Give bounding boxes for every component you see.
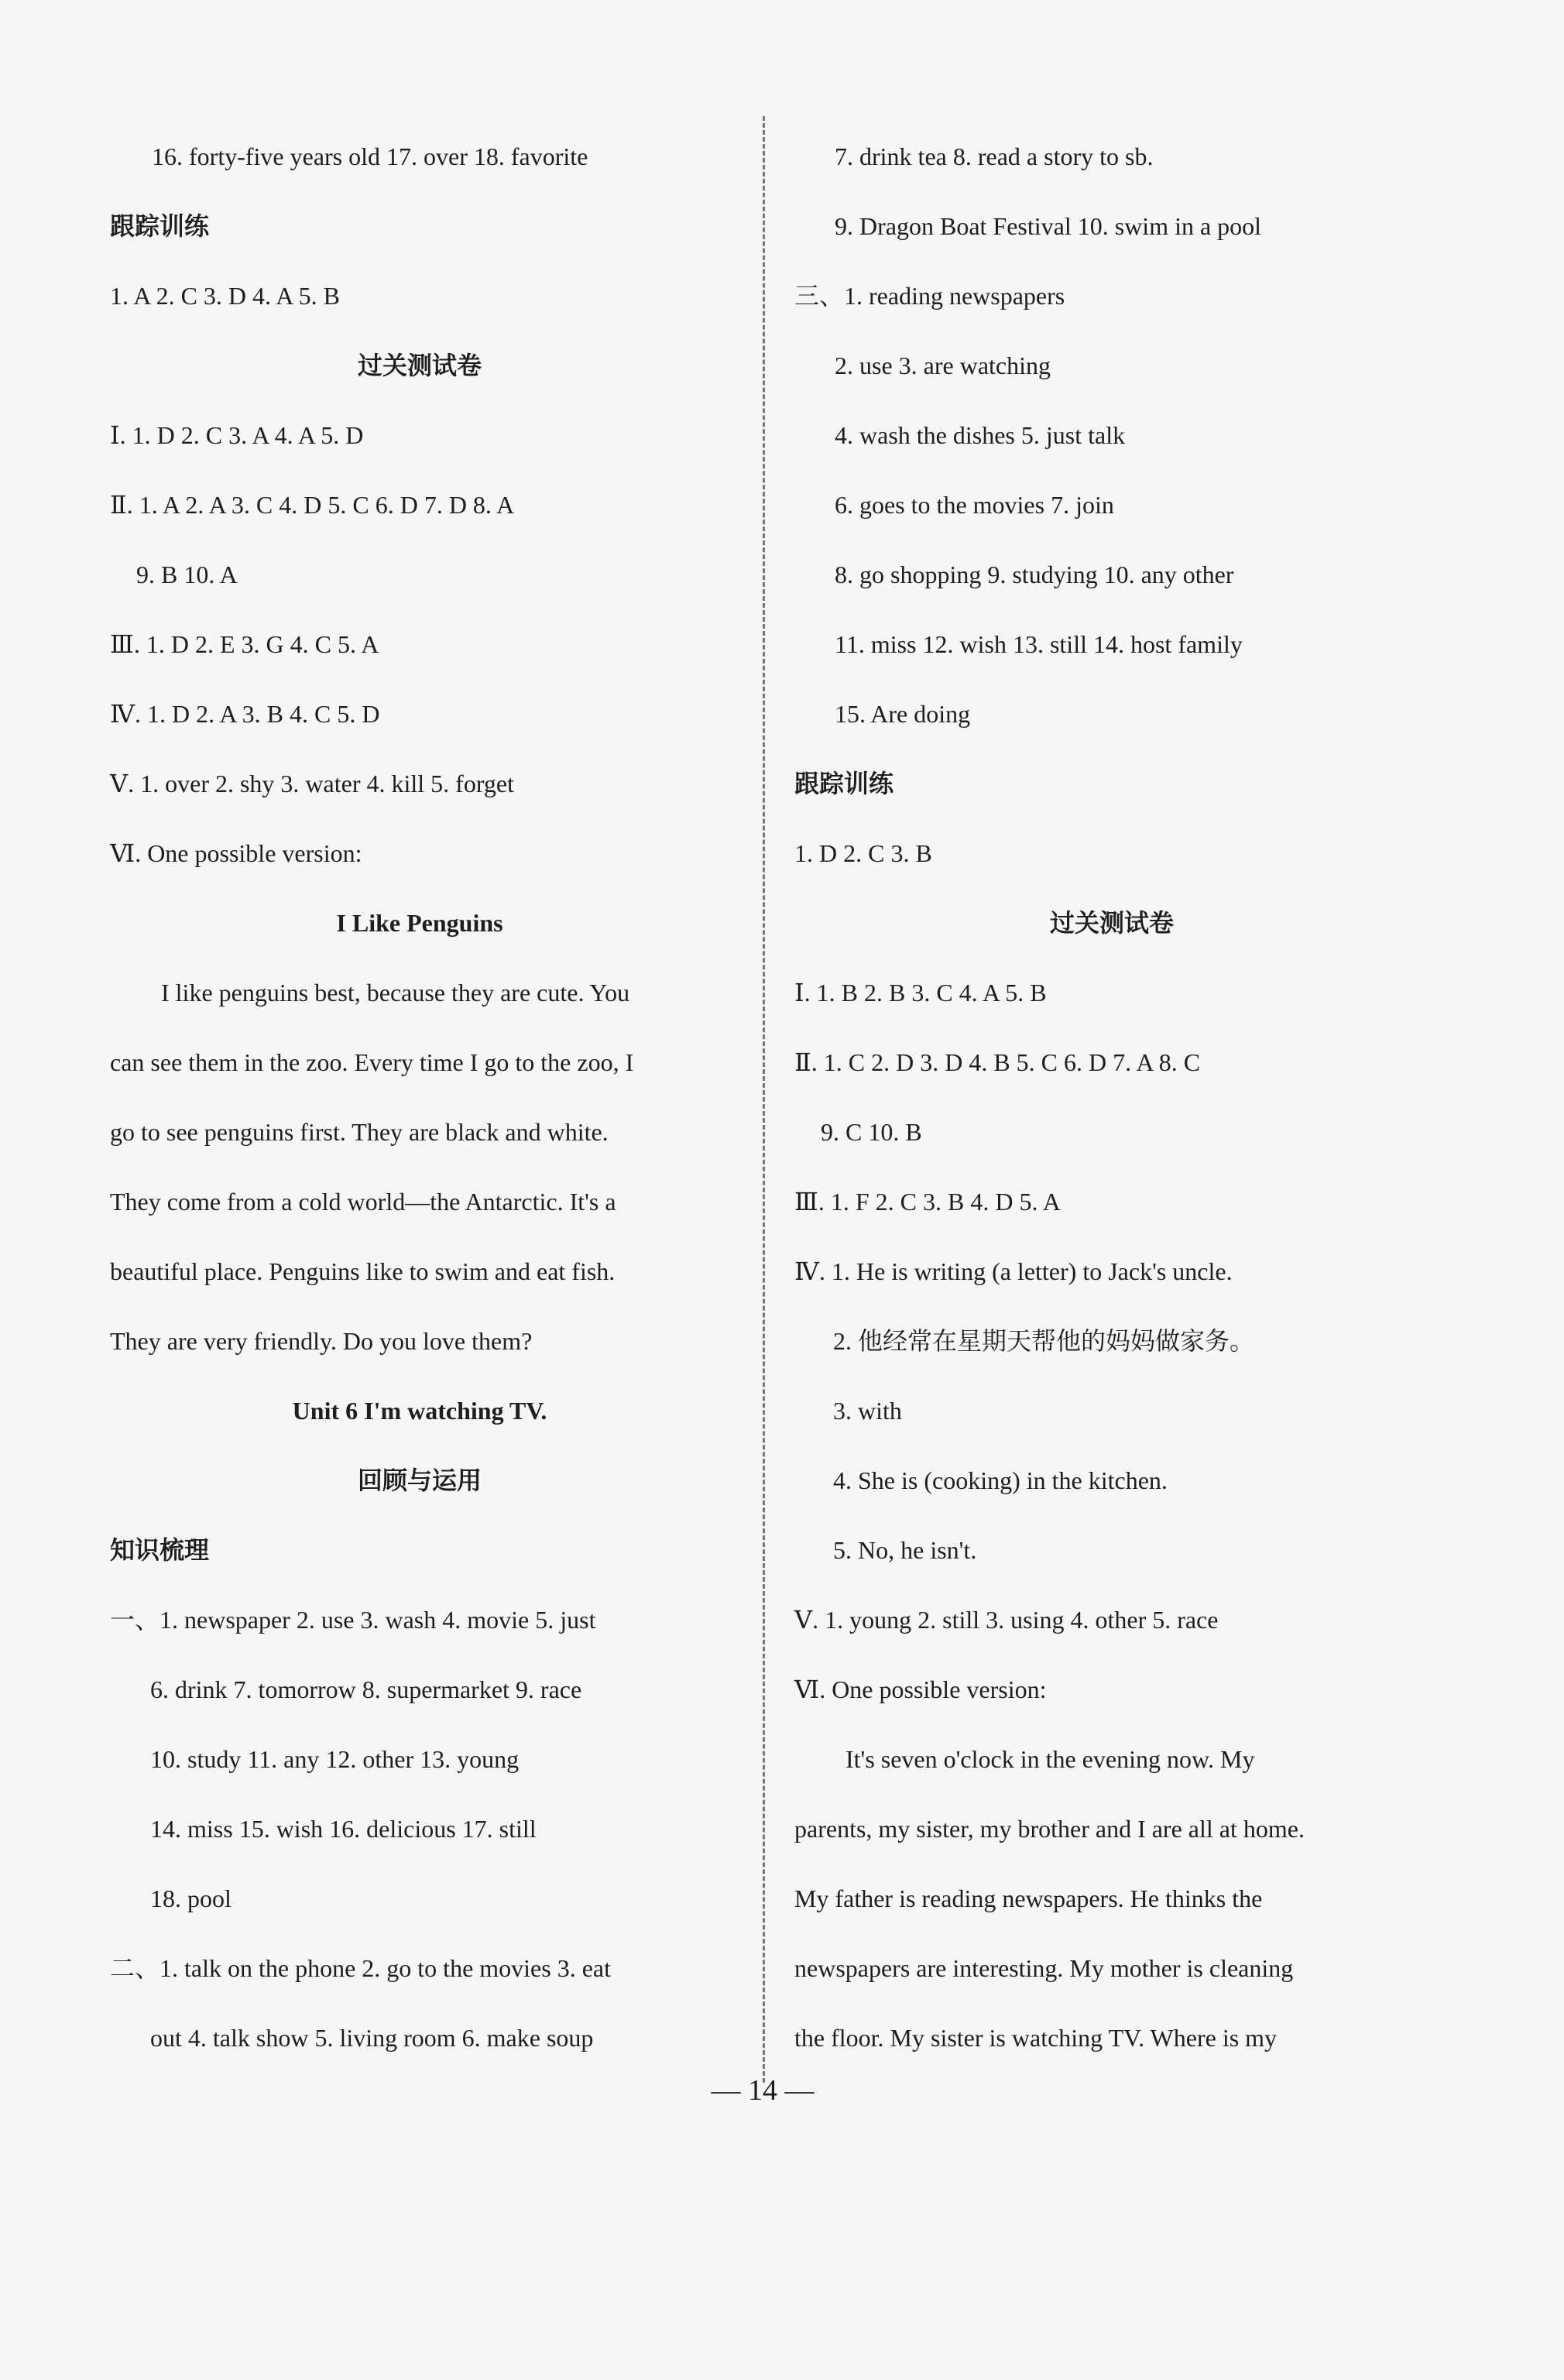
text-line: Ⅰ. 1. B 2. B 3. C 4. A 5. B bbox=[794, 979, 1047, 1007]
text-line: Ⅰ. 1. D 2. C 3. A 4. A 5. D bbox=[110, 421, 364, 449]
essay-line: go to see penguins first. They are black and white. bbox=[110, 1118, 609, 1146]
text-line: 14. miss 15. wish 16. delicious 17. still bbox=[150, 1815, 537, 1843]
unit-title: Unit 6 I'm watching TV. bbox=[292, 1397, 547, 1425]
text-line: 3. with bbox=[833, 1397, 902, 1425]
essay-title: I Like Penguins bbox=[336, 909, 503, 937]
essay-line: They come from a cold world—the Antarctic. It's a bbox=[110, 1188, 616, 1216]
essay-line: My father is reading newspapers. He thinks the bbox=[794, 1884, 1263, 1912]
text-line: 1. D 2. C 3. B bbox=[794, 839, 932, 867]
text-line: 15. Are doing bbox=[835, 700, 971, 728]
text-line: Ⅳ. 1. D 2. A 3. B 4. C 5. D bbox=[110, 700, 380, 728]
page-number: — 14 — bbox=[711, 2074, 815, 2107]
essay-line: beautiful place. Penguins like to swim and eat fish. bbox=[110, 1257, 616, 1285]
text-line: Ⅱ. 1. C 2. D 3. D 4. B 5. C 6. D 7. A 8. C bbox=[794, 1048, 1201, 1076]
section-heading: 过关测试卷 bbox=[357, 352, 482, 379]
section-heading: 跟踪训练 bbox=[794, 770, 894, 797]
text-line: 9. C 10. B bbox=[821, 1118, 922, 1146]
text-line: 1. A 2. C 3. D 4. A 5. B bbox=[110, 282, 340, 310]
essay-line: parents, my sister, my brother and I are all at home. bbox=[794, 1815, 1305, 1843]
text-line: 2. 他经常在星期天帮他的妈妈做家务。 bbox=[833, 1327, 1255, 1355]
essay-line: They are very friendly. Do you love them? bbox=[110, 1327, 533, 1355]
text-line: Ⅵ. One possible version: bbox=[110, 839, 362, 867]
text-line: 二、1. talk on the phone 2. go to the movies 3. eat bbox=[110, 1954, 612, 1982]
essay-line: the floor. My sister is watching TV. Where is my bbox=[794, 2024, 1278, 2052]
text-line: 7. drink tea 8. read a story to sb. bbox=[835, 142, 1154, 170]
essay-line: I like penguins best, because they are cute. You bbox=[161, 979, 630, 1007]
text-line: 6. drink 7. tomorrow 8. supermarket 9. race bbox=[150, 1675, 582, 1703]
text-line: 2. use 3. are watching bbox=[835, 352, 1051, 379]
text-line: 5. No, he isn't. bbox=[833, 1536, 977, 1564]
section-heading: 知识梳理 bbox=[110, 1536, 210, 1564]
text-line: Ⅴ. 1. young 2. still 3. using 4. other 5. race bbox=[794, 1606, 1219, 1634]
column-divider bbox=[763, 116, 765, 2083]
text-line: 9. Dragon Boat Festival 10. swim in a pool bbox=[835, 212, 1262, 240]
text-line: Ⅴ. 1. over 2. shy 3. water 4. kill 5. forget bbox=[110, 770, 514, 797]
text-line: Ⅲ. 1. D 2. E 3. G 4. C 5. A bbox=[110, 630, 379, 658]
text-line: 4. She is (cooking) in the kitchen. bbox=[833, 1466, 1168, 1494]
section-heading: 过关测试卷 bbox=[1049, 909, 1174, 937]
text-line: 16. forty-five years old 17. over 18. favorite bbox=[152, 142, 588, 170]
text-line: Ⅲ. 1. F 2. C 3. B 4. D 5. A bbox=[794, 1188, 1061, 1216]
essay-line: newspapers are interesting. My mother is cleaning bbox=[794, 1954, 1294, 1982]
text-line: out 4. talk show 5. living room 6. make soup bbox=[150, 2024, 594, 2052]
text-line: 9. B 10. A bbox=[136, 561, 238, 588]
text-line: 4. wash the dishes 5. just talk bbox=[835, 421, 1126, 449]
text-line: 6. goes to the movies 7. join bbox=[835, 491, 1114, 519]
text-line: 三、1. reading newspapers bbox=[794, 282, 1065, 310]
text-line: Ⅵ. One possible version: bbox=[794, 1675, 1047, 1703]
text-line: Ⅳ. 1. He is writing (a letter) to Jack's uncle. bbox=[794, 1257, 1233, 1285]
text-line: 11. miss 12. wish 13. still 14. host family bbox=[835, 630, 1243, 658]
text-line: Ⅱ. 1. A 2. A 3. C 4. D 5. C 6. D 7. D 8. A bbox=[110, 491, 515, 519]
text-line: 8. go shopping 9. studying 10. any other bbox=[835, 561, 1234, 588]
text-line: 10. study 11. any 12. other 13. young bbox=[150, 1745, 520, 1773]
text-line: 18. pool bbox=[150, 1884, 232, 1912]
section-heading: 回顾与运用 bbox=[357, 1466, 482, 1494]
essay-line: can see them in the zoo. Every time I go to the zoo, I bbox=[110, 1048, 634, 1076]
essay-line: It's seven o'clock in the evening now. My bbox=[845, 1745, 1255, 1773]
text-line: 一、1. newspaper 2. use 3. wash 4. movie 5. just bbox=[110, 1606, 596, 1634]
section-heading: 跟踪训练 bbox=[110, 212, 210, 240]
